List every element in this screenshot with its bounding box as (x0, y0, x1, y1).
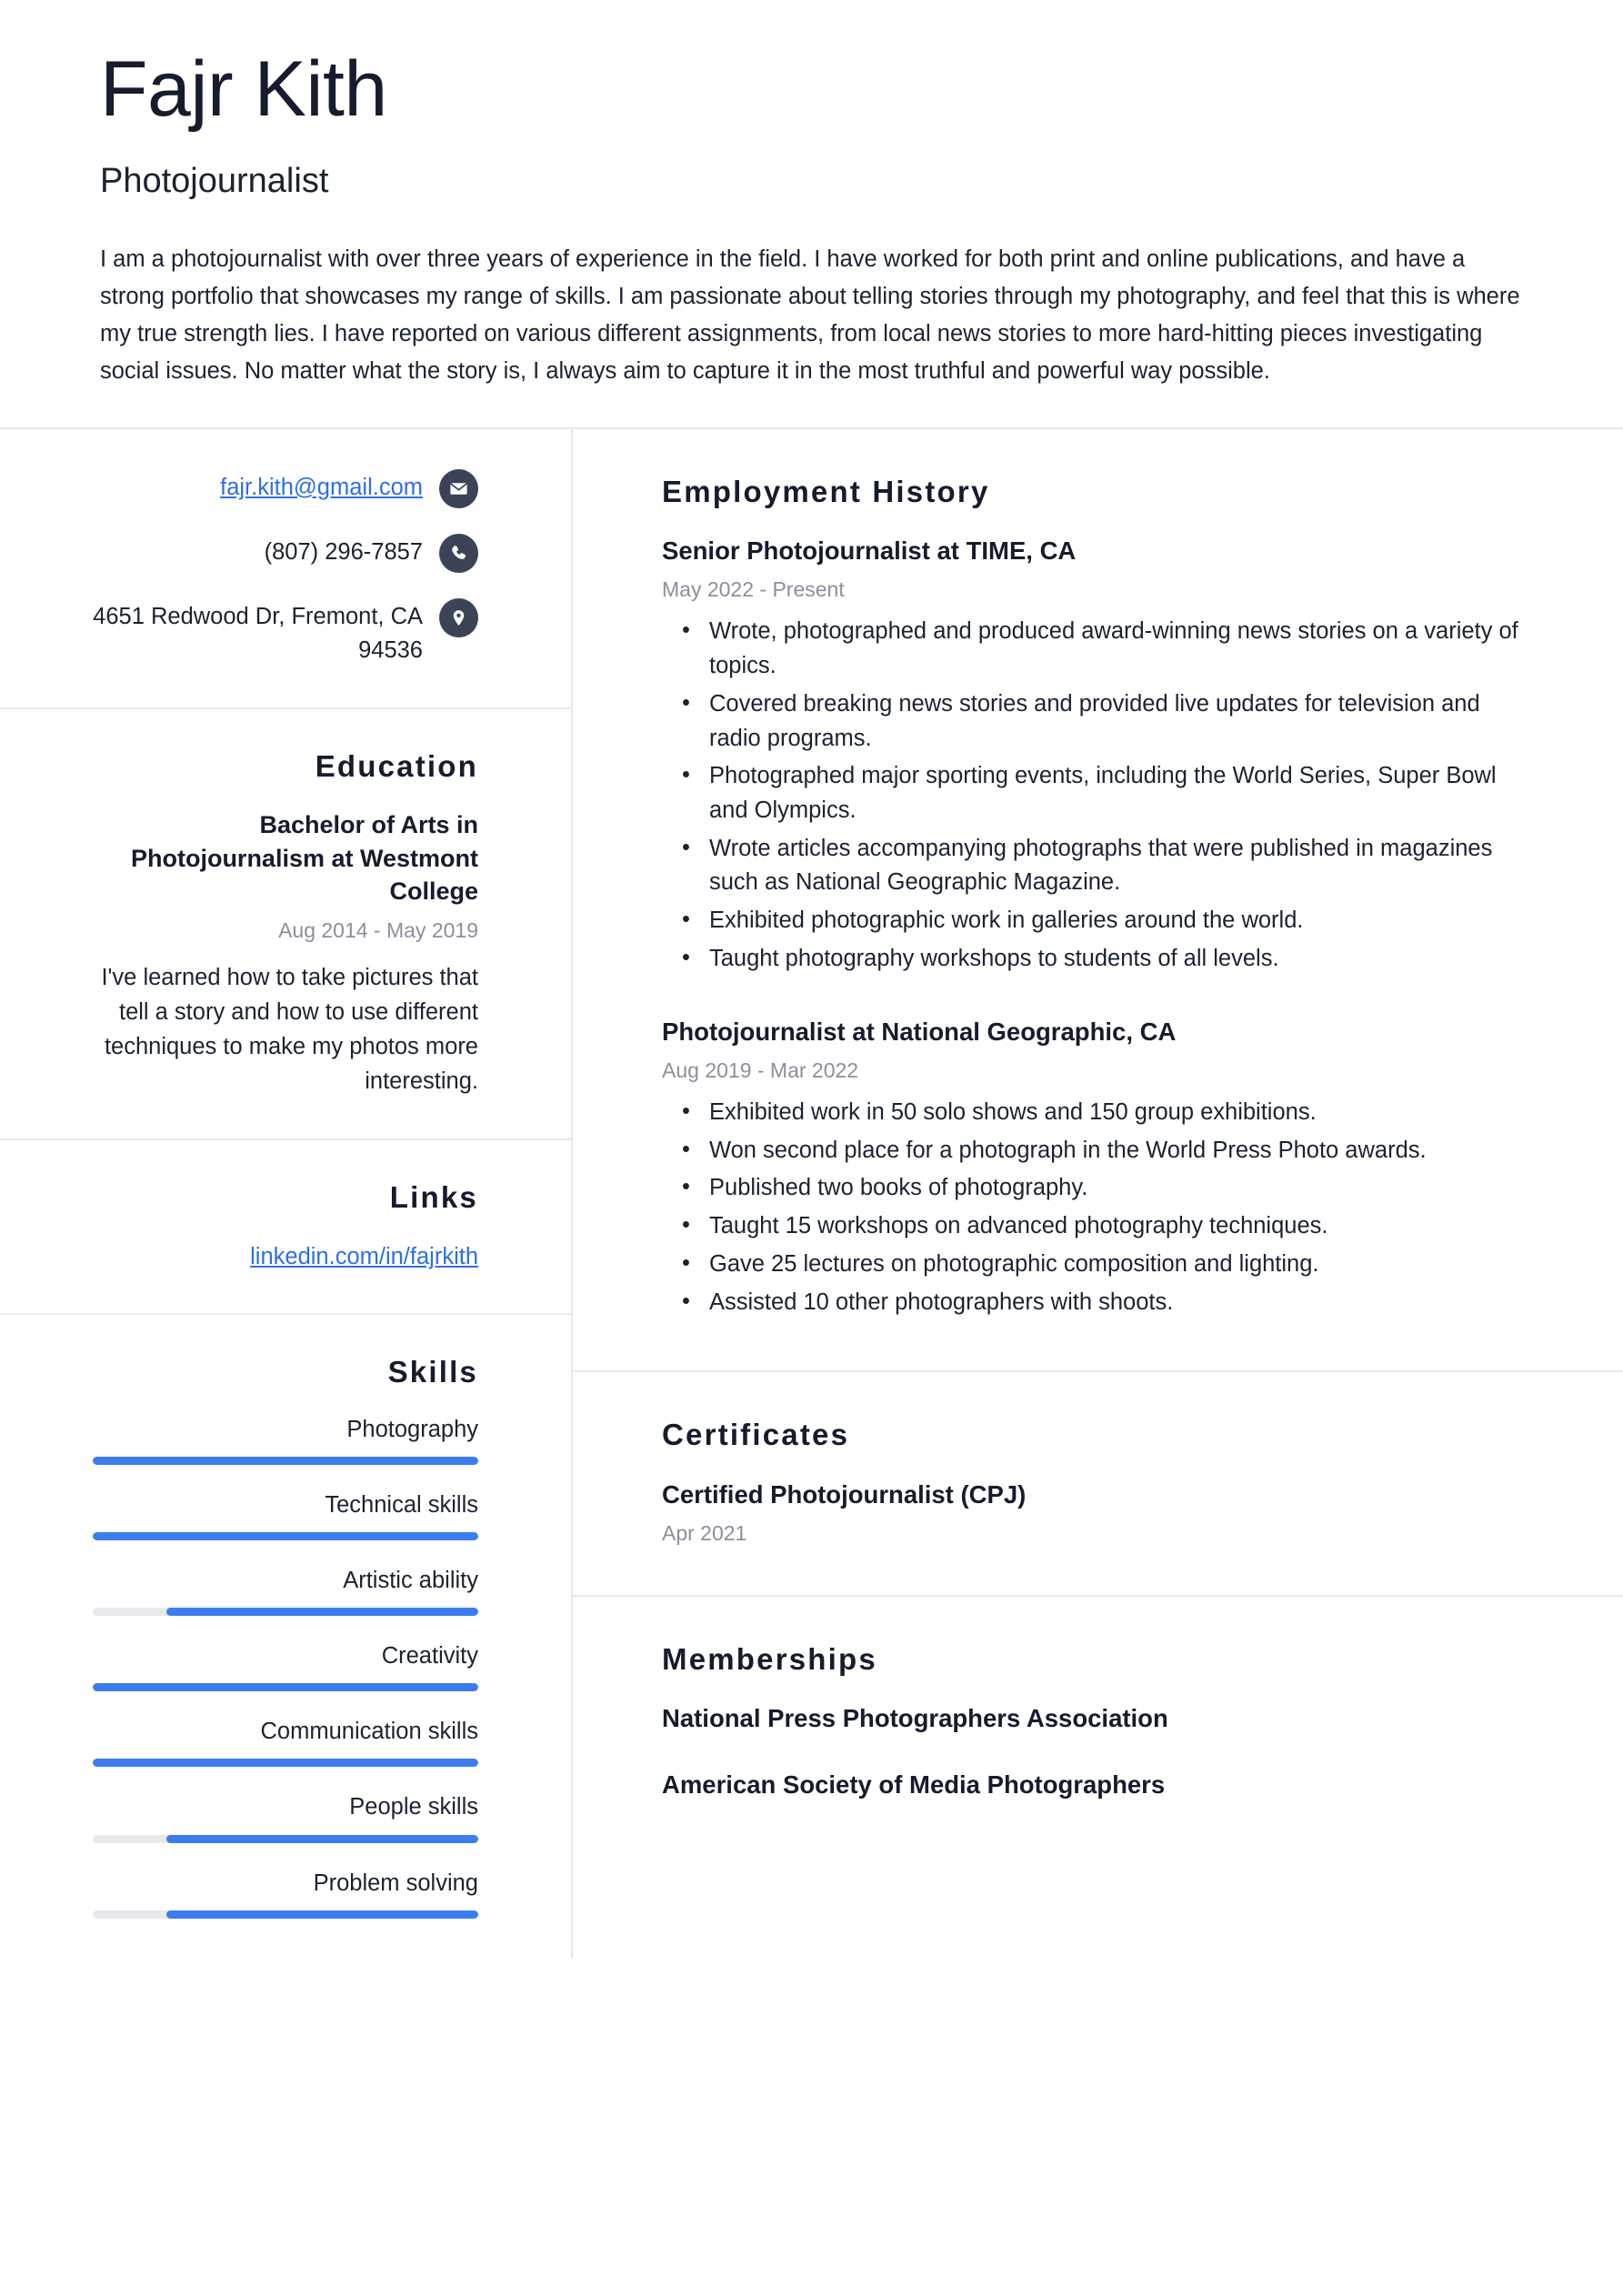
skill-item (93, 1490, 478, 1540)
employment-section (573, 429, 1623, 1373)
employment-bullet: • Wrote articles accompanying photographs that were published in magazines such as National Geographic Magazine. (709, 832, 1532, 900)
membership-title: American Society of Media Photographers (662, 1770, 1166, 1800)
employment-entry (662, 1015, 1532, 1320)
certificates-heading: Certificates (662, 1418, 850, 1452)
skill-item (93, 1869, 478, 1919)
resume-body (0, 429, 1623, 1959)
contact-section (0, 429, 571, 709)
contact-row-address[interactable] (93, 597, 478, 667)
skill-item (93, 1415, 478, 1465)
employment-bullet: • Covered breaking news stories and provided live updates for television and radio programs. (709, 687, 1532, 756)
education-section (0, 709, 571, 1141)
skill-track (93, 1683, 478, 1691)
candidate-job-title: Photojournalist (100, 162, 329, 200)
left-column (0, 429, 573, 1959)
skill-fill (93, 1759, 478, 1767)
skill-fill (93, 1532, 478, 1540)
skill-fill (93, 1683, 478, 1691)
employment-title: Photojournalist at National Geographic, CA (662, 1017, 1177, 1046)
contact-row-phone[interactable] (93, 532, 478, 573)
skill-item (93, 1792, 478, 1842)
memberships-heading: Memberships (662, 1641, 877, 1676)
employment-bullet: • Won second place for a photograph in the World Press Photo awards. (709, 1134, 1532, 1168)
skill-label: Technical skills (325, 1491, 478, 1518)
phone-icon (439, 534, 478, 573)
skill-track (93, 1910, 478, 1919)
membership-entry (662, 1701, 1532, 1735)
candidate-name: Fajr Kith (100, 45, 387, 133)
skills-section (0, 1315, 571, 1958)
skill-label: Photography (346, 1416, 478, 1442)
address-value: 4651 Redwood Dr, Fremont, CA 94536 (93, 603, 423, 663)
contact-row-email[interactable] (93, 467, 478, 508)
employment-bullets (662, 615, 1532, 976)
skill-label: Artistic ability (343, 1568, 478, 1593)
employment-date: May 2022 - Present (662, 577, 845, 602)
skill-label: Communication skills (260, 1719, 478, 1745)
employment-bullet: • Assisted 10 other photographers with shoots. (709, 1286, 1532, 1320)
skill-fill (166, 1835, 478, 1843)
memberships-section (573, 1597, 1623, 1857)
employment-date: Aug 2019 - Mar 2022 (662, 1058, 859, 1082)
skill-track (93, 1759, 478, 1767)
links-heading: Links (389, 1180, 478, 1215)
skill-label: People skills (349, 1794, 478, 1820)
employment-heading: Employment History (662, 474, 990, 508)
links-section (0, 1140, 571, 1315)
employment-bullet: • Gave 25 lectures on photographic composition and lighting. (709, 1248, 1532, 1282)
skill-label: Problem solving (313, 1870, 478, 1896)
profile-summary: I am a photojournalist with over three years of experience in the field. I have worked for both print and online publications, and have a strong portfolio that showcases my range of skills. I am passionate about telling stories through my photography, and feel that this is where my true strength lies. I have reported on various different assignments, from local news stories to more hard-hitting pieces investigating social issues. No matter what the story is, I always aim to capture it in the most truthful and powerful way possible. (100, 246, 1520, 385)
membership-entry (662, 1768, 1532, 1801)
right-column (573, 429, 1623, 1959)
employment-bullet: • Taught 15 workshops on advanced photography techniques. (709, 1209, 1532, 1244)
skill-track (93, 1835, 478, 1843)
certificates-section (573, 1372, 1623, 1597)
certificate-entry (662, 1478, 1532, 1548)
skill-fill (166, 1910, 478, 1919)
education-heading: Education (315, 748, 478, 783)
certificate-date: Apr 2021 (662, 1520, 747, 1545)
employment-title: Senior Photojournalist at TIME, CA (662, 536, 1077, 566)
email-value[interactable]: fajr.kith@gmail.com (220, 474, 423, 500)
education-title: Bachelor of Arts in Photojournalism at Westmont College (130, 810, 478, 906)
employment-bullet: • Photographed major sporting events, including the World Series, Super Bowl and Olympics. (709, 759, 1532, 827)
skill-fill (93, 1457, 478, 1465)
resume-header (0, 0, 1623, 427)
skill-fill (166, 1608, 478, 1616)
employment-bullet: • Exhibited photographic work in galleries around the world. (709, 904, 1532, 938)
skill-track (93, 1457, 478, 1465)
education-description: I've learned how to take pictures that tell a story and how to use different techniques to make my photos more interesting. (101, 965, 478, 1094)
skill-label: Creativity (381, 1643, 478, 1669)
skill-track (93, 1608, 478, 1616)
skill-item (93, 1717, 478, 1767)
skills-heading: Skills (387, 1355, 478, 1389)
employment-bullets (662, 1096, 1532, 1319)
employment-bullet: • Published two books of photography. (709, 1171, 1532, 1206)
education-entry (93, 808, 478, 1098)
skill-item (93, 1641, 478, 1691)
certificate-title: Certified Photojournalist (CPJ) (662, 1479, 1027, 1509)
phone-value: (807) 296-7857 (264, 538, 423, 565)
link-item-linkedin[interactable]: linkedin.com/in/fajrkith (250, 1243, 478, 1269)
education-date: Aug 2014 - May 2019 (278, 918, 478, 943)
skill-track (93, 1532, 478, 1540)
membership-title: National Press Photographers Association (662, 1704, 1168, 1733)
location-pin-icon (439, 598, 478, 637)
employment-bullet: • Taught photography workshops to students of all levels. (709, 942, 1532, 977)
employment-bullet: • Exhibited work in 50 solo shows and 150 group exhibitions. (709, 1096, 1532, 1130)
employment-entry (662, 534, 1532, 977)
envelope-icon (439, 469, 478, 508)
employment-bullet: • Wrote, photographed and produced award-winning news stories on a variety of topics. (709, 615, 1532, 683)
skill-item (93, 1566, 478, 1616)
